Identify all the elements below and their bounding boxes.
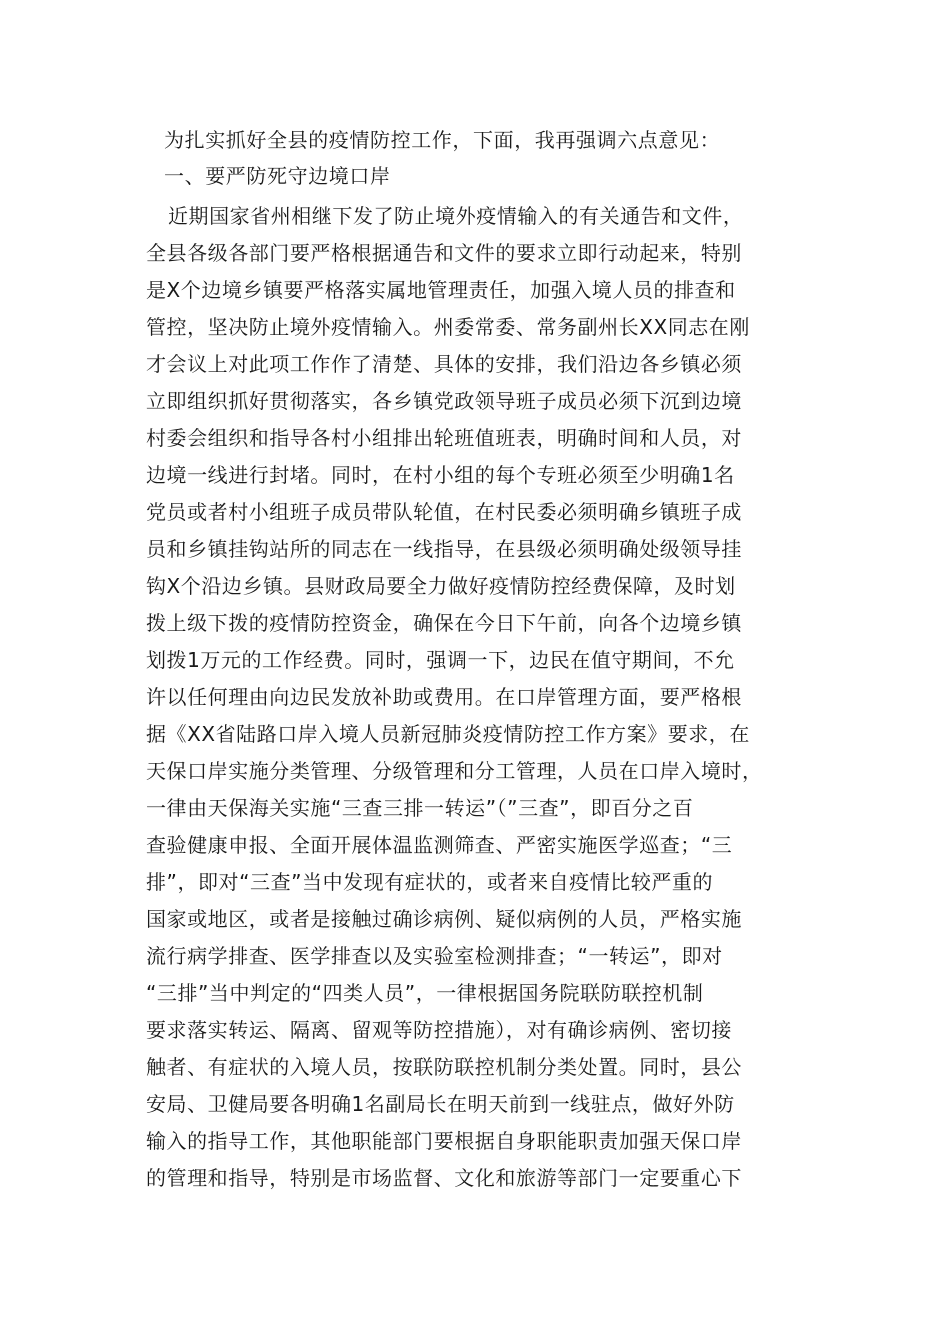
body-line: 天保口岸实施分类管理、分级管理和分工管理，人员在口岸入境时， [146, 759, 763, 783]
body-line: 管控，坚决防止境外疫情输入。州委常委、常务副州长XX同志在刚 [146, 315, 750, 339]
body-line: 的管理和指导，特别是市场监督、文化和旅游等部门一定要重心下 [146, 1166, 742, 1190]
body-line: 村委会组织和指导各村小组排出轮班值班表，明确时间和人员，对 [146, 426, 742, 450]
body-line: 许以任何理由向边民发放补助或费用。在口岸管理方面，要严格根 [146, 685, 742, 709]
body-line: 国家或地区，或者是接触过确诊病例、疑似病例的人员，严格实施 [146, 907, 742, 931]
body-line: 近期国家省州相继下发了防止境外疫情输入的有关通告和文件， [168, 204, 744, 228]
body-line: 全县各级各部门要严格根据通告和文件的要求立即行动起来，特别 [146, 241, 742, 265]
body-line: “三排”当中判定的“四类人员”，一律根据国务院联防联控机制 [146, 981, 704, 1005]
body-line: 安局、卫健局要各明确1名副局长在明天前到一线驻点，做好外防 [146, 1092, 735, 1116]
document-body [146, 122, 810, 1197]
body-line: 查验健康申报、全面开展体温监测筛查、严密实施医学巡查；“三 [146, 833, 733, 857]
body-line: 拨上级下拨的疫情防控资金，确保在今日下午前，向各个边境乡镇 [146, 611, 742, 635]
body-line: 钩X个沿边乡镇。县财政局要全力做好疫情防控经费保障，及时划 [146, 574, 736, 598]
body-line: 流行病学排查、医学排查以及实验室检测排查；“一转运”，即对 [146, 944, 723, 968]
body-line: 划拨1万元的工作经费。同时，强调一下，边民在值守期间，不允 [146, 648, 735, 672]
body-line: 立即组织抓好贯彻落实，各乡镇党政领导班子成员必须下沉到边境 [146, 389, 742, 413]
body-line: 才会议上对此项工作作了清楚、具体的安排，我们沿边各乡镇必须 [146, 352, 742, 376]
body-line: 要求落实转运、隔离、留观等防控措施），对有确诊病例、密切接 [146, 1018, 732, 1042]
section-body [146, 198, 810, 1197]
body-line: 是X个边境乡镇要严格落实属地管理责任，加强入境人员的排查和 [146, 278, 736, 302]
body-line: 一律由天保海关实施“三查三排一转运”（”三查”，即百分之百 [146, 796, 694, 820]
intro-paragraph: 为扎实抓好全县的疫情防控工作，下面，我再强调六点意见： [164, 128, 721, 152]
body-line: 边境一线进行封堵。同时，在村小组的每个专班必须至少明确1名 [146, 463, 735, 487]
section-heading: 一、要严防死守边境口岸 [164, 164, 391, 188]
body-line: 据《XX省陆路口岸入境人员新冠肺炎疫情防控工作方案》要求，在 [146, 722, 750, 746]
body-line: 排”，即对“三查”当中发现有症状的，或者来自疫情比较严重的 [146, 870, 714, 894]
body-line: 党员或者村小组班子成员带队轮值，在村民委必须明确乡镇班子成 [146, 500, 742, 524]
body-line: 输入的指导工作，其他职能部门要根据自身职能职责加强天保口岸 [146, 1129, 742, 1153]
body-line: 触者、有症状的入境人员，按联防联控机制分类处置。同时，县公 [146, 1055, 742, 1079]
body-line: 员和乡镇挂钩站所的同志在一线指导，在县级必须明确处级领导挂 [146, 537, 742, 561]
